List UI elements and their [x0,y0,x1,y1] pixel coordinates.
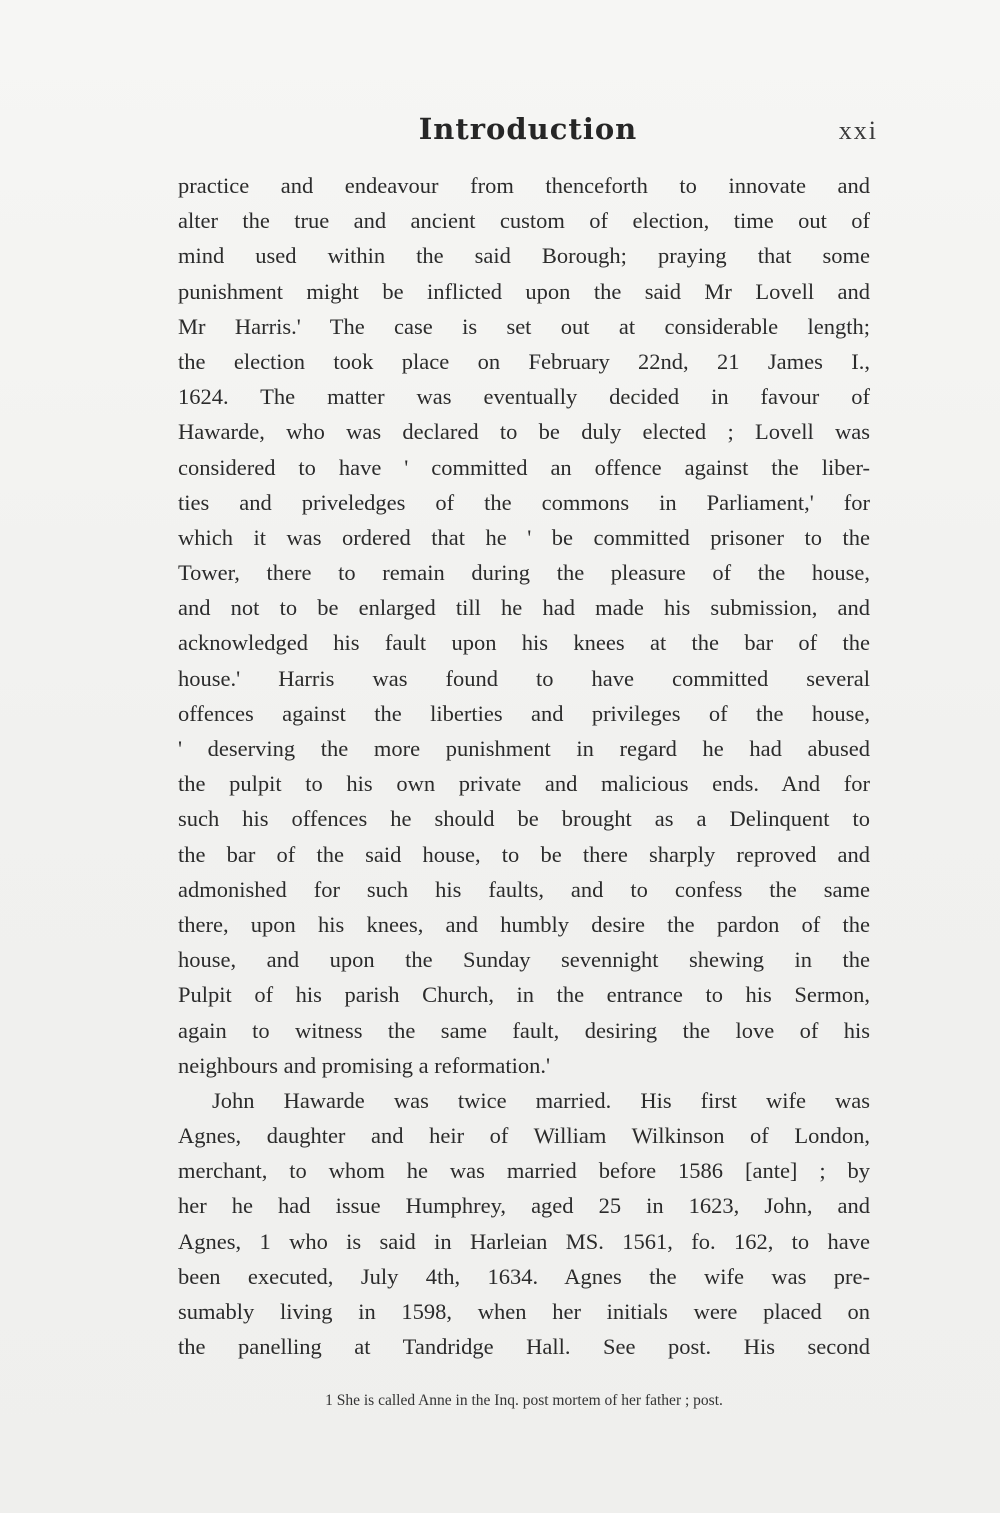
footnote: 1 She is called Anne in the Inq. post mortem of her father ; post. [325,1392,723,1409]
text-line: the panelling at Tandridge Hall. See post. His second [178,1334,870,1360]
text-line: the pulpit to his own private and malicious ends. And for [178,771,870,797]
text-line: punishment might be inflicted upon the said Mr Lovell and [178,278,870,304]
text-line: neighbours and promising a reformation.' [178,1052,551,1078]
text-line: offences against the liberties and privileges of the house, [178,700,870,726]
text-line: Hawarde, who was declared to be duly elected ; Lovell was [178,419,870,445]
text-line: Pulpit of his parish Church, in the entrance to his Sermon, [178,982,870,1008]
text-line: alter the true and ancient custom of election, time out of [178,208,870,234]
running-head-title: Introduction [418,112,638,146]
text-line: house.' Harris was found to have committed several [178,665,870,691]
text-line: and not to be enlarged till he had made his submission, and [178,595,870,621]
paragraph-start-line: John Hawarde was twice married. His first wife was [212,1087,870,1113]
running-head [178,108,878,152]
text-line: house, and upon the Sunday sevennight shewing in the [178,947,870,973]
text-line: admonished for such his faults, and to confess the same [178,876,870,902]
text-line: mind used within the said Borough; praying that some [178,243,870,269]
text-line: 1624. The matter was eventually decided in favour of [178,384,870,410]
text-line: her he had issue Humphrey, aged 25 in 1623, John, and [178,1193,870,1219]
text-line: Agnes, 1 who is said in Harleian MS. 1561, fo. 162, to have [178,1228,870,1254]
text-line: merchant, to whom he was married before 1586 [ante] ; by [178,1158,870,1184]
text-line: the election took place on February 22nd, 21 James I., [178,348,870,374]
text-line: Mr Harris.' The case is set out at considerable length; [178,313,870,339]
body-text [178,168,870,1364]
text-line: the bar of the said house, to be there sharply reproved and [178,841,870,867]
page-number: xxi [838,116,878,145]
text-line: there, upon his knees, and humbly desire the pardon of the [178,911,870,937]
text-line: been executed, July 4th, 1634. Agnes the wife was pre- [178,1263,870,1289]
text-line: which it was ordered that he ' be committed prisoner to the [178,524,870,550]
text-line: considered to have ' committed an offence against the liber- [178,454,870,480]
text-line: Tower, there to remain during the pleasure of the house, [178,560,870,586]
text-line: sumably living in 1598, when her initials were placed on [178,1299,870,1324]
text-line: acknowledged his fault upon his knees at the bar of the [178,630,870,656]
text-line: Agnes, daughter and heir of William Wilkinson of London, [178,1123,870,1149]
text-line: such his offences he should be brought as a Delinquent to [178,806,870,832]
text-line: ' deserving the more punishment in regard he had abused [178,736,870,761]
text-line: again to witness the same fault, desiring the love of his [178,1017,870,1043]
text-line: practice and endeavour from thenceforth to innovate and [178,173,870,198]
text-line: ties and priveledges of the commons in Parliament,' for [178,489,870,515]
